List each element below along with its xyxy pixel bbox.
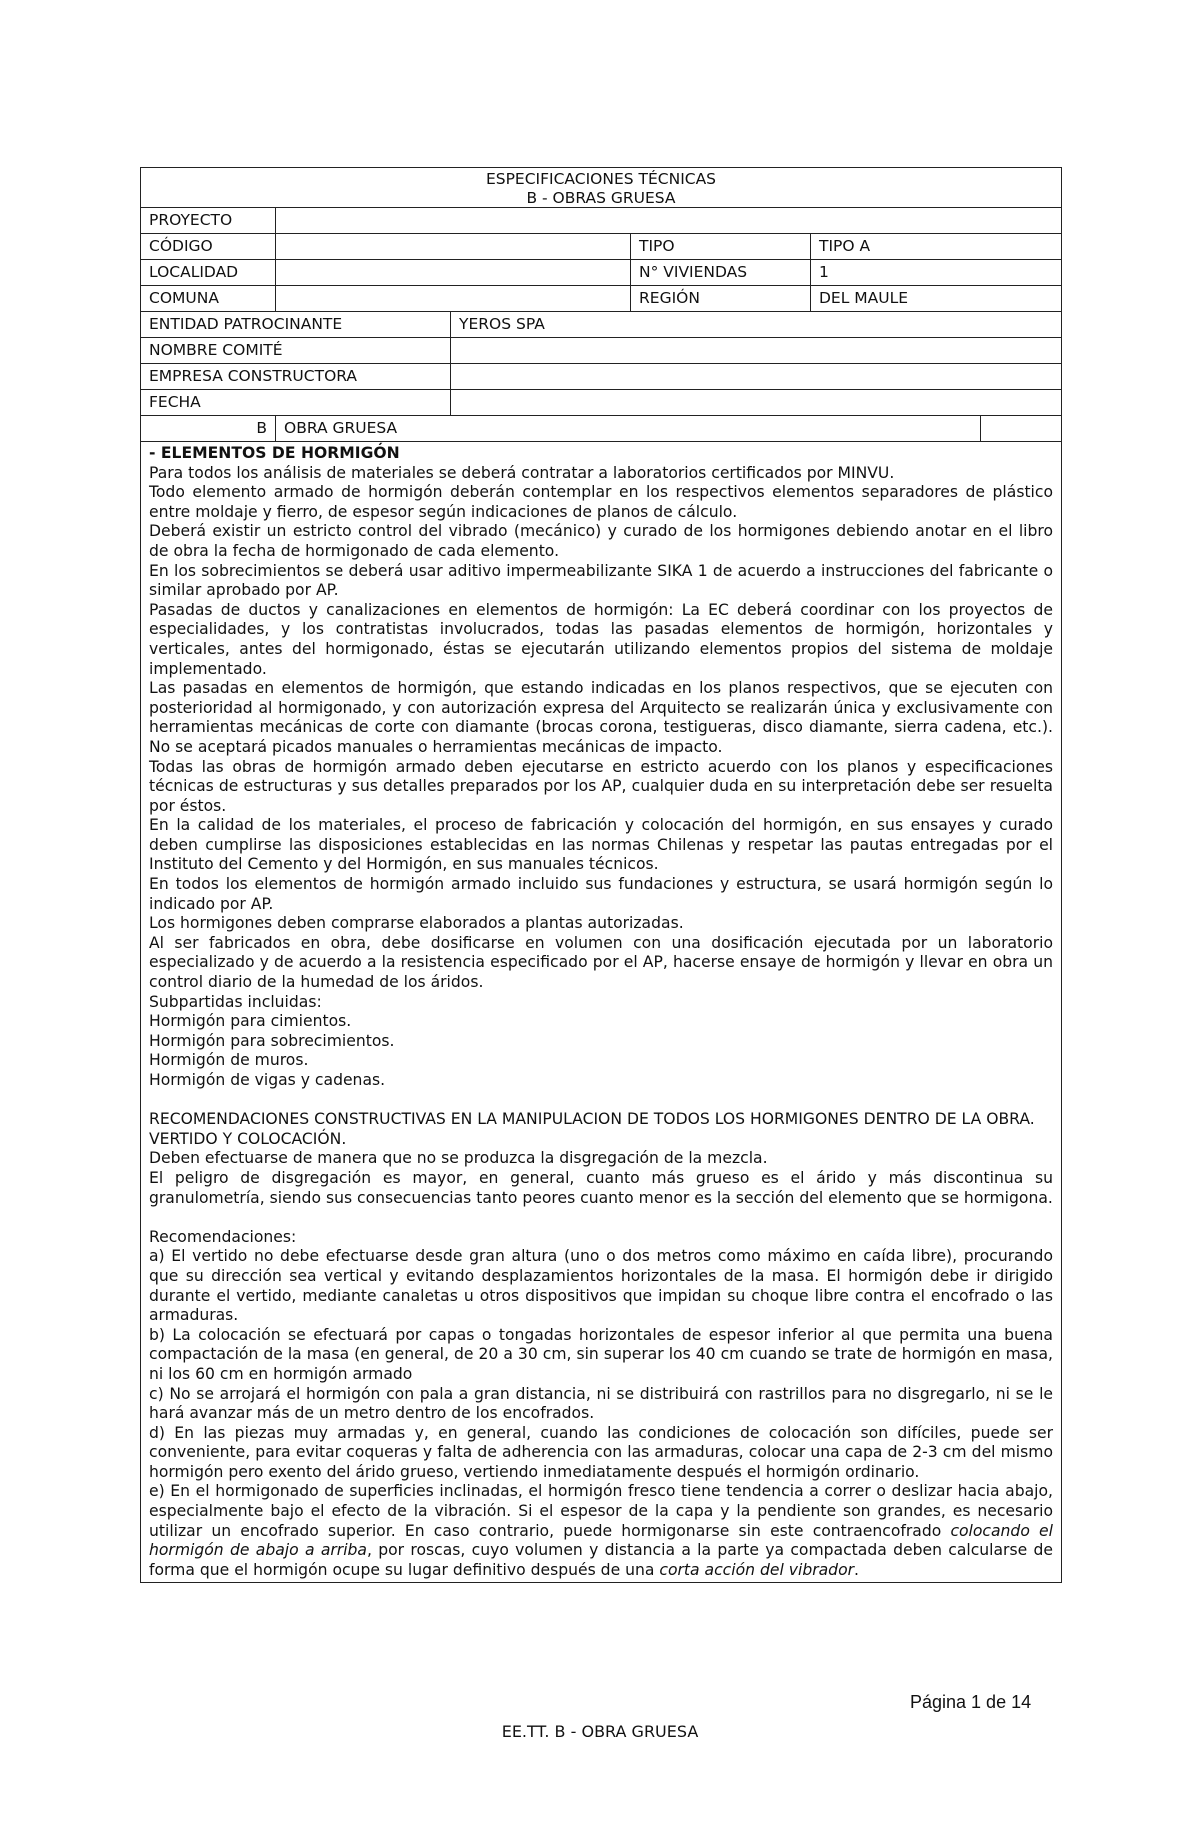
paragraph: b) La colocación se efectuará por capas o tongadas horizontales de espesor inferior al que permita una buena compactación de la masa (en general, de 20 a 30 cm, sin superar los 40 cm cuando se trate de hormigón en masa, ni los 60 cm en hormigón armado bbox=[149, 1325, 1053, 1383]
paragraph: En todos los elementos de hormigón armado incluido sus fundaciones y estructura, se usará hormigón según lo indicado por AP. bbox=[149, 875, 1053, 913]
entidad-value: YEROS SPA bbox=[459, 315, 545, 333]
comuna-value bbox=[276, 286, 631, 311]
row-comite bbox=[141, 338, 1061, 364]
paragraph: Todas las obras de hormigón armado deben ejecutarse en estricto acuerdo con los planos y especificaciones técnicas de estructuras y sus detalles preparados por los AP, cualquier duda en su interpretación debe ser resuelta por éstos. bbox=[149, 757, 1053, 815]
row-entidad bbox=[141, 312, 1061, 338]
title-line-2: B - OBRAS GRUESA bbox=[526, 189, 676, 207]
proyecto-label: PROYECTO bbox=[141, 208, 276, 233]
paragraph: El peligro de disgregación es mayor, en general, cuanto más grueso es el árido y más discontinua su granulometría, siendo sus consecuencias tanto peores cuanto menor es la sección del elemento que se hormigona. bbox=[149, 1168, 1053, 1207]
text-run: , por roscas, cuyo volumen y distancia a la parte ya compactada deben calcularse de forma que el hormigón ocupe su lugar definitivo después de una bbox=[149, 1541, 1053, 1579]
list-item: Hormigón de muros. bbox=[149, 1051, 309, 1070]
section-name: OBRA GRUESA bbox=[276, 416, 981, 441]
paragraph: Recomendaciones: bbox=[149, 1227, 297, 1246]
row-localidad bbox=[141, 260, 1061, 286]
title-line-1: ESPECIFICACIONES TÉCNICAS bbox=[485, 170, 717, 188]
spacer bbox=[149, 1208, 1053, 1228]
italic-run: colocando el hormigón de abajo a arriba bbox=[149, 1521, 1053, 1560]
row-section bbox=[141, 416, 1061, 442]
paragraph: Al ser fabricados en obra, debe dosificarse en volumen con una dosificación ejecutada por un laboratorio especializado y de acuerdo a la resistencia especificado por el AP, hacerse ensaye de hormigón y llevar en obra un control diario de la humedad de los áridos. bbox=[149, 933, 1053, 992]
page-number: Página 1 de 14 bbox=[910, 1692, 1032, 1712]
text-run: . bbox=[854, 1560, 859, 1579]
list-item: Hormigón de vigas y cadenas. bbox=[149, 1071, 386, 1089]
list-item: Hormigón para sobrecimientos. bbox=[149, 1031, 395, 1050]
paragraph: VERTIDO Y COLOCACIÓN. bbox=[149, 1129, 347, 1148]
row-codigo bbox=[141, 234, 1061, 260]
paragraph: Para todos los análisis de materiales se deberá contratar a laboratorios certificados por MINVU. bbox=[149, 463, 895, 482]
italic-run: corta acción del vibrador bbox=[659, 1560, 855, 1579]
localidad-label: LOCALIDAD bbox=[141, 260, 276, 285]
empresa-value bbox=[451, 364, 1061, 389]
fecha-label: FECHA bbox=[141, 390, 451, 415]
paragraph: Deben efectuarse de manera que no se produzca la disgregación de la mezcla. bbox=[149, 1149, 768, 1168]
comuna-label: COMUNA bbox=[141, 286, 276, 311]
specifications-sheet bbox=[140, 167, 1062, 1583]
region-value: DEL MAULE bbox=[819, 289, 909, 307]
region-label: REGIÓN bbox=[631, 286, 811, 311]
paragraph: RECOMENDACIONES CONSTRUCTIVAS EN LA MANIPULACION DE TODOS LOS HORMIGONES DENTRO DE LA OBRA. bbox=[149, 1110, 1035, 1129]
codigo-value bbox=[276, 234, 631, 259]
viviendas-label: N° VIVIENDAS bbox=[631, 260, 811, 285]
section-heading: - ELEMENTOS DE HORMIGÓN bbox=[149, 444, 400, 462]
paragraph: En la calidad de los materiales, el proceso de fabricación y colocación del hormigón, en sus ensayes y curado deben cumplirse las disposiciones establecidas en las normas Chilenas y respetar las pautas entregadas por el Instituto del Cemento y del Hormigón, en sus manuales técnicos. bbox=[149, 816, 1053, 874]
text-run: e) En el hormigonado de superficies inclinadas, el hormigón fresco tiene tendencia a correr o deslizar hacia abajo, especialmente bajo el efecto de la vibración. Si el espesor de la capa y la pendiente son grandes, es necesario utilizar un encofrado superior. En caso contrario, puede hormigonarse sin este contraencofrado bbox=[149, 1482, 1053, 1540]
empresa-label: EMPRESA CONSTRUCTORA bbox=[141, 364, 451, 389]
document-title bbox=[141, 168, 1061, 208]
paragraph: Todo elemento armado de hormigón deberán contemplar en los respectivos elementos separadores de plástico entre moldaje y fierro, de espesor según indicaciones de planos de cálculo. bbox=[149, 483, 1053, 521]
section-extra bbox=[981, 416, 1061, 441]
paragraph: a) El vertido no debe efectuarse desde gran altura (uno o dos metros como máximo en caída libre), procurando que su dirección sea vertical y evitando desplazamientos horizontales de la masa. El hormigón debe ir dirigido durante el vertido, mediante canaletas u otros dispositivos que impidan su choque libre contra el encofrado o las armaduras. bbox=[149, 1247, 1053, 1325]
proyecto-value bbox=[276, 208, 1061, 233]
comite-value bbox=[451, 338, 1061, 363]
fecha-value bbox=[451, 390, 1061, 415]
viviendas-value: 1 bbox=[819, 263, 829, 281]
row-comuna bbox=[141, 286, 1061, 312]
row-proyecto bbox=[141, 208, 1061, 234]
row-fecha bbox=[141, 390, 1061, 416]
tipo-label: TIPO bbox=[631, 234, 811, 259]
codigo-label: CÓDIGO bbox=[141, 234, 276, 259]
specifications-body bbox=[141, 442, 1061, 1582]
paragraph: Deberá existir un estricto control del vibrado (mecánico) y curado de los hormigones debiendo anotar en el libro de obra la fecha de hormigonado de cada elemento. bbox=[149, 522, 1053, 560]
paragraph bbox=[149, 1482, 1053, 1580]
paragraph: En los sobrecimientos se deberá usar aditivo impermeabilizante SIKA 1 de acuerdo a instrucciones del fabricante o similar aprobado por AP. bbox=[149, 561, 1053, 600]
list-item: Hormigón para cimientos. bbox=[149, 1012, 352, 1031]
tipo-value: TIPO A bbox=[819, 237, 871, 255]
paragraph: Las pasadas en elementos de hormigón, que estando indicadas en los planos respectivos, que se ejecuten con posterioridad al hormigonado, y con autorización expresa del Arquitecto se realizarán única y exclusivamente con herramientas mecánicas de corte con diamante (brocas corona, testigueras, disco diamante, sierra cadena, etc.). No se aceptará picados manuales o herramientas mecánicas de impacto. bbox=[149, 679, 1053, 756]
section-letter: B bbox=[141, 416, 276, 441]
footer-doc-title: EE.TT. B - OBRA GRUESA bbox=[501, 1722, 699, 1741]
localidad-value bbox=[276, 260, 631, 285]
row-empresa bbox=[141, 364, 1061, 390]
paragraph: c) No se arrojará el hormigón con pala a gran distancia, ni se distribuirá con rastrillos para no disgregarlo, ni se le hará avanzar más de un metro dentro de los encofrados. bbox=[149, 1384, 1053, 1423]
paragraph: Subpartidas incluidas: bbox=[149, 992, 322, 1011]
paragraph: Pasadas de ductos y canalizaciones en elementos de hormigón: La EC deberá coordinar con los proyectos de especialidades, y los contratistas involucrados, todas las pasadas elementos de hormigón, horizontales y verticales, antes del hormigonado, éstas se ejecutarán utilizando elementos propios del sistema de moldaje implementado. bbox=[149, 600, 1053, 678]
paragraph: d) En las piezas muy armadas y, en general, cuando las condiciones de colocación son difíciles, puede ser conveniente, para evitar coqueras y falta de adherencia con las armaduras, colocar una capa de 2-3 cm del mismo hormigón pero exento del árido grueso, vertiendo inmediatamente después el hormigón ordinario. bbox=[149, 1423, 1053, 1481]
comite-label: NOMBRE COMITÉ bbox=[141, 338, 451, 363]
paragraph: Los hormigones deben comprarse elaborados a plantas autorizadas. bbox=[149, 914, 684, 933]
entidad-label: ENTIDAD PATROCINANTE bbox=[141, 312, 451, 337]
spacer bbox=[149, 1091, 1053, 1111]
